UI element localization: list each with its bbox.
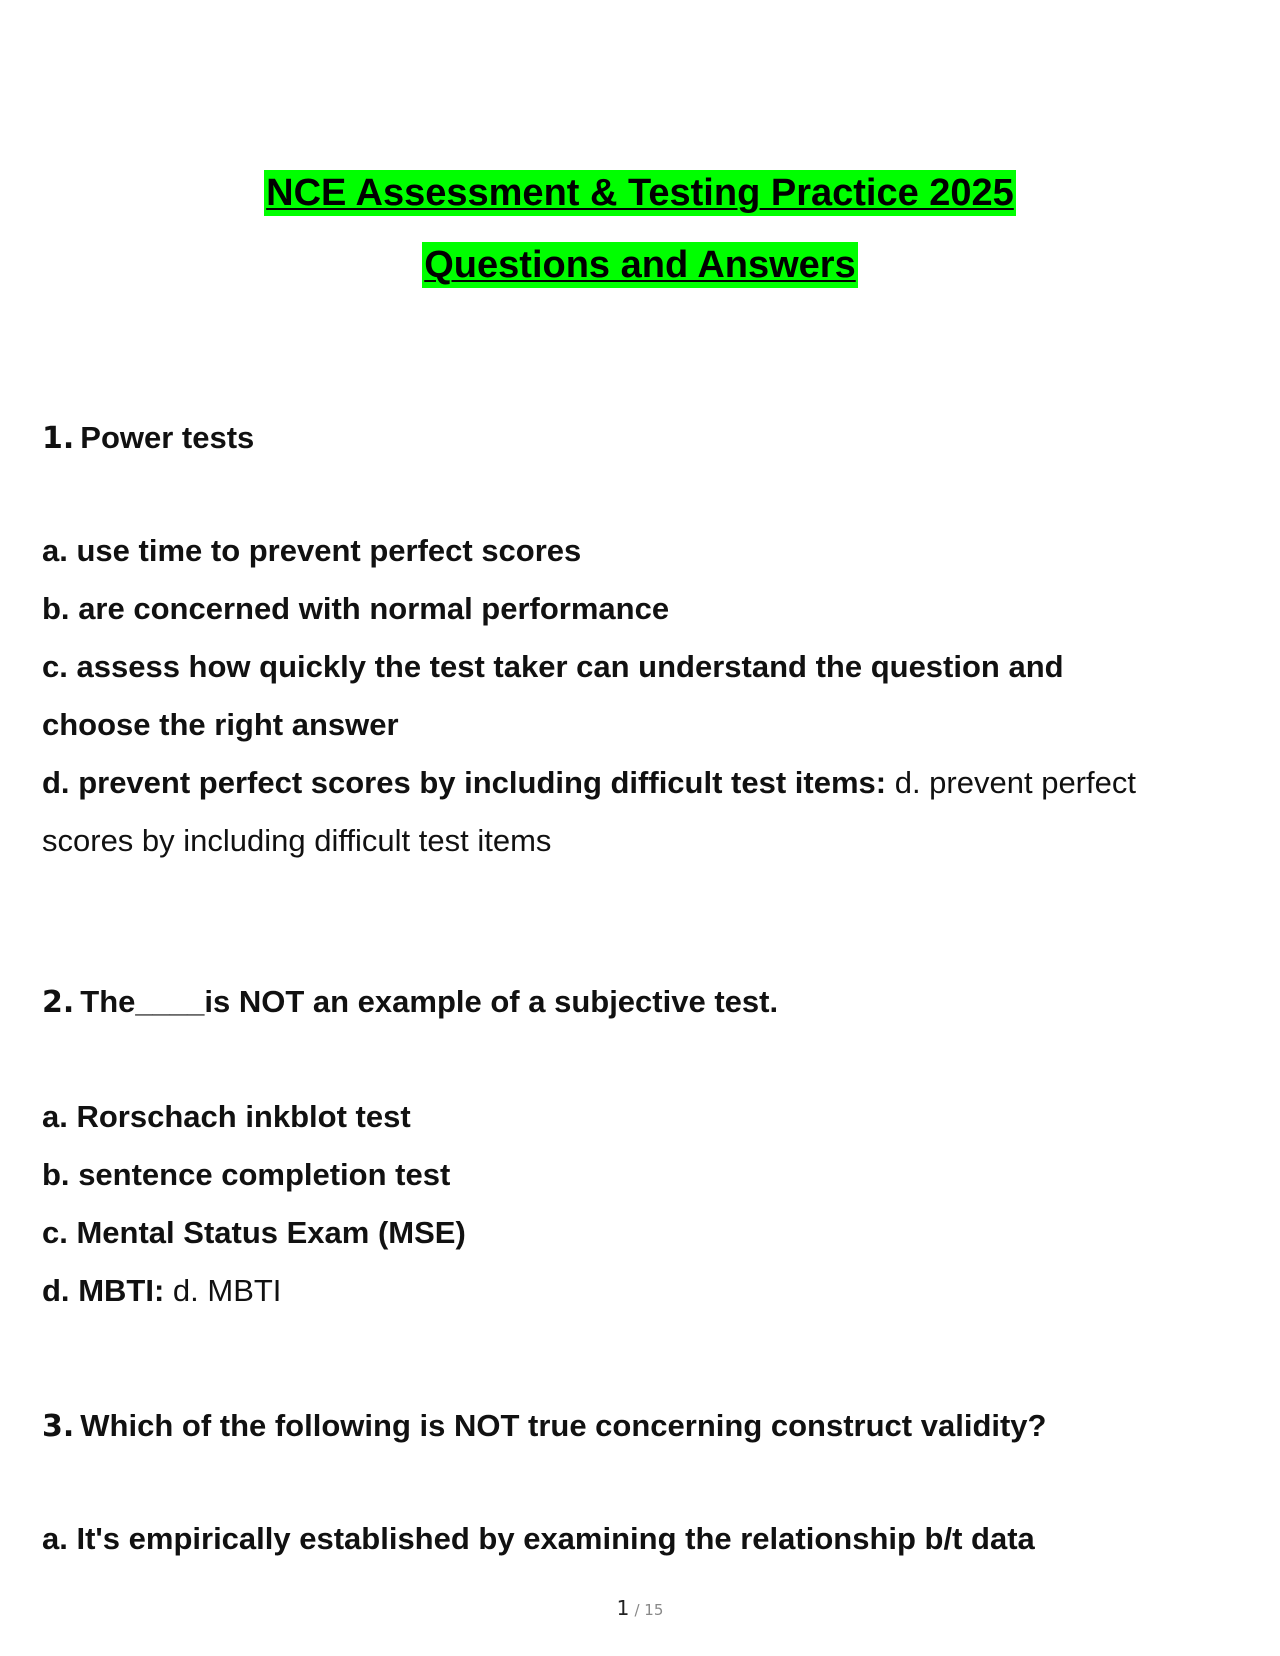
option-a: a. use time to prevent perfect scores: [42, 533, 582, 568]
option-a: a. It's empirically established by examining the relationship b/t data: [42, 1521, 1035, 1556]
option-b: b. are concerned with normal performance: [42, 591, 670, 626]
option-d: d. MBTI: d. MBTI: [42, 1273, 282, 1308]
title-line-2: Questions and Answers: [424, 244, 856, 286]
option-a: a. Rorschach inkblot test: [42, 1099, 411, 1134]
question-2-options: [42, 1088, 1162, 1320]
option-c: c. assess how quickly the test taker can understand the question and choose the right answer: [42, 649, 1064, 742]
title-line-1: NCE Assessment & Testing Practice 2025: [266, 172, 1014, 214]
question-text: The____is NOT an example of a subjective test.: [80, 984, 779, 1019]
question-3-options: [42, 1510, 1162, 1568]
current-page: 1: [616, 1596, 630, 1620]
document-title: [0, 170, 1280, 288]
question-number: 3.: [42, 1409, 75, 1444]
answer-text: d. MBTI: [172, 1273, 282, 1308]
question-number: 2.: [42, 985, 75, 1020]
question-text: Which of the following is NOT true concerning construct validity?: [80, 1408, 1047, 1443]
question-1-options: [42, 522, 1162, 870]
answer-text: d. prevent perfect scores by including difficult test items: [42, 765, 1136, 858]
option-d: d. prevent perfect scores by including difficult test items: d. prevent perfect scores by including difficult test items: [42, 765, 1136, 858]
question-1: [42, 418, 1222, 459]
question-2: [42, 982, 1222, 1023]
question-number: 1.: [42, 421, 75, 456]
option-b: b. sentence completion test: [42, 1157, 451, 1192]
question-3: [42, 1406, 1222, 1447]
page-indicator: [0, 1596, 1280, 1620]
question-text: Power tests: [80, 420, 255, 455]
option-c: c. Mental Status Exam (MSE): [42, 1215, 466, 1250]
total-pages: / 15: [634, 1601, 664, 1619]
